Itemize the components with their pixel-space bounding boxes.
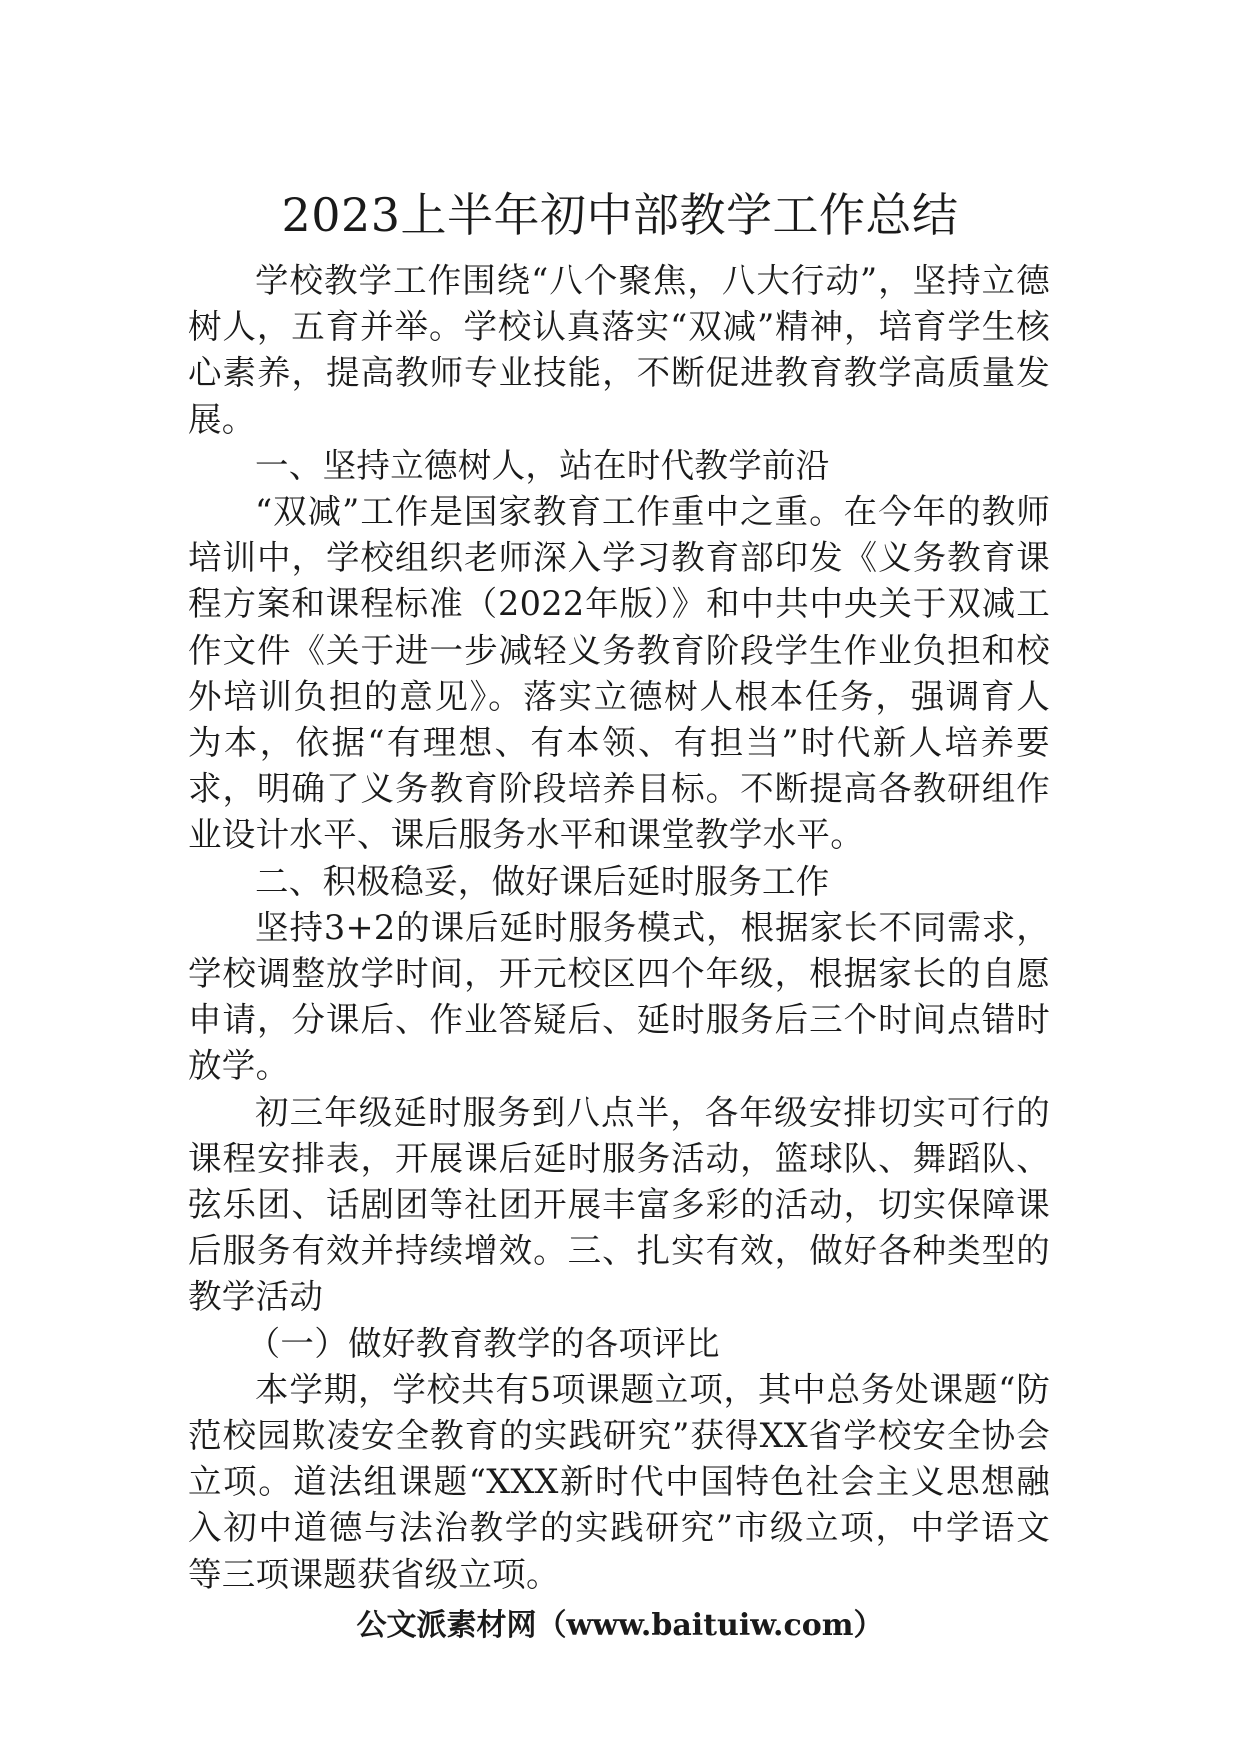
section-heading-2: 二、积极稳妥，做好课后延时服务工作 <box>255 861 830 901</box>
footer-watermark: 公文派素材网（www.baituiw.com） <box>356 1608 884 1643</box>
document-body <box>188 258 1050 1598</box>
section-2-paragraph-1: 坚持3+2的课后延时服务模式，根据家长不同需求，学校调整放学时间，开元校区四个年级，根据家长的自愿申请，分课后、作业答疑后、延时服务后三个时间点错时放学。 <box>188 907 1050 1086</box>
document-title: 2023上半年初中部教学工作总结 <box>281 188 959 242</box>
section-1-paragraph: “双减”工作是国家教育工作重中之重。在今年的教师培训中，学校组织老师深入学习教育部印发《义务教育课程方案和课程标准（2022年版）》和中共中央关于双减工作文件《关于进一步减轻义务教育阶段学生作业负担和校外培训负担的意见》。落实立德树人根本任务，强调育人为本，依据“有理想、有本领、有担当”时代新人培养要求，明确了义务教育阶段培养目标。不断提高各教研组作业设计水平、课后服务水平和课堂教学水平。 <box>188 492 1050 855</box>
section-2-paragraph-2: 初三年级延时服务到八点半，各年级安排切实可行的课程安排表，开展课后延时服务活动，篮球队、舞蹈队、弦乐团、话剧团等社团开展丰富多彩的活动，切实保障课后服务有效并持续增效。三、扎实有效，做好各种类型的教学活动 <box>188 1092 1050 1317</box>
section-heading-1: 一、坚持立德树人，站在时代教学前沿 <box>255 445 830 485</box>
subsection-1-paragraph: 本学期，学校共有5项课题立项，其中总务处课题“防范校园欺凌安全教育的实践研究”获得XX省学校安全协会立项。道法组课题“XXX新时代中国特色社会主义思想融入初中道德与法治教学的实践研究”市级立项，中学语文等三项课题获省级立项。 <box>188 1369 1050 1594</box>
intro-paragraph: 学校教学工作围绕“八个聚焦，八大行动”，坚持立德树人，五育并举。学校认真落实“双减”精神，培育学生核心素养，提高教师专业技能，不断促进教育教学高质量发展。 <box>188 261 1050 439</box>
subsection-heading-1: （一）做好教育教学的各项评比 <box>246 1323 720 1363</box>
